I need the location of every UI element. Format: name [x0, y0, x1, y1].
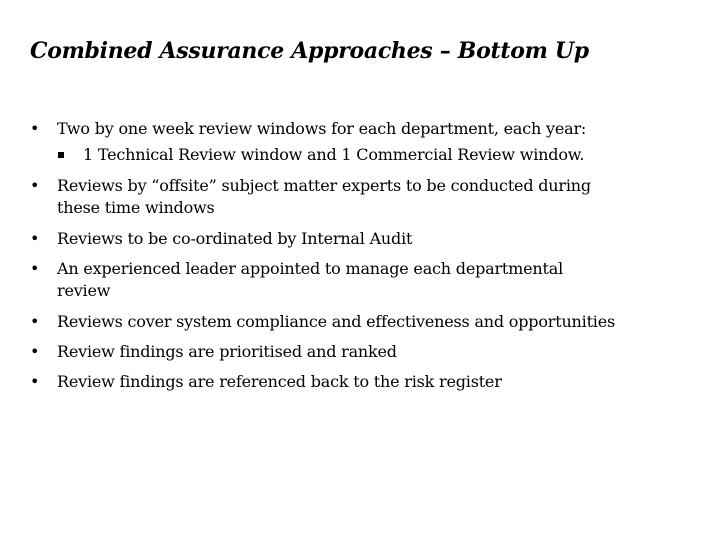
bullet-text: Reviews to be co-ordinated by Internal Audit: [57, 229, 413, 248]
slide-title: Combined Assurance Approaches – Bottom Up: [30, 38, 589, 64]
bullet-text: Reviews by “offsite” subject matter experts to be conducted during these time windows: [57, 176, 591, 217]
bullet-item: [0, 258, 617, 302]
bullet-item: [0, 175, 617, 219]
bullet-item: [0, 341, 617, 363]
bullet-dot-icon: •: [30, 229, 40, 248]
bullet-dot-icon: •: [30, 312, 40, 331]
bullet-text: Reviews cover system compliance and effectiveness and opportunities: [57, 312, 615, 331]
bullet-list: [0, 118, 720, 393]
bullet-dot-icon: •: [30, 372, 40, 391]
bullet-dot-icon: •: [30, 259, 40, 278]
bullet-text: Review findings are referenced back to the risk register: [57, 372, 502, 391]
bullet-dot-icon: •: [30, 119, 40, 138]
sub-bullet-item: [0, 144, 643, 166]
bullet-dot-icon: •: [30, 176, 40, 195]
bullet-text: Review findings are prioritised and ranked: [57, 342, 397, 361]
square-bullet-icon: [58, 152, 64, 158]
bullet-text: Two by one week review windows for each department, each year:: [57, 119, 587, 138]
sub-bullet-text: 1 Technical Review window and 1 Commercial Review window.: [83, 145, 585, 164]
bullet-text: An experienced leader appointed to manage each departmental review: [57, 259, 563, 300]
bullet-dot-icon: •: [30, 342, 40, 361]
bullet-item: [0, 311, 617, 333]
bullet-item: [0, 228, 617, 250]
bullet-item: [0, 371, 617, 393]
bullet-item: [0, 118, 617, 140]
